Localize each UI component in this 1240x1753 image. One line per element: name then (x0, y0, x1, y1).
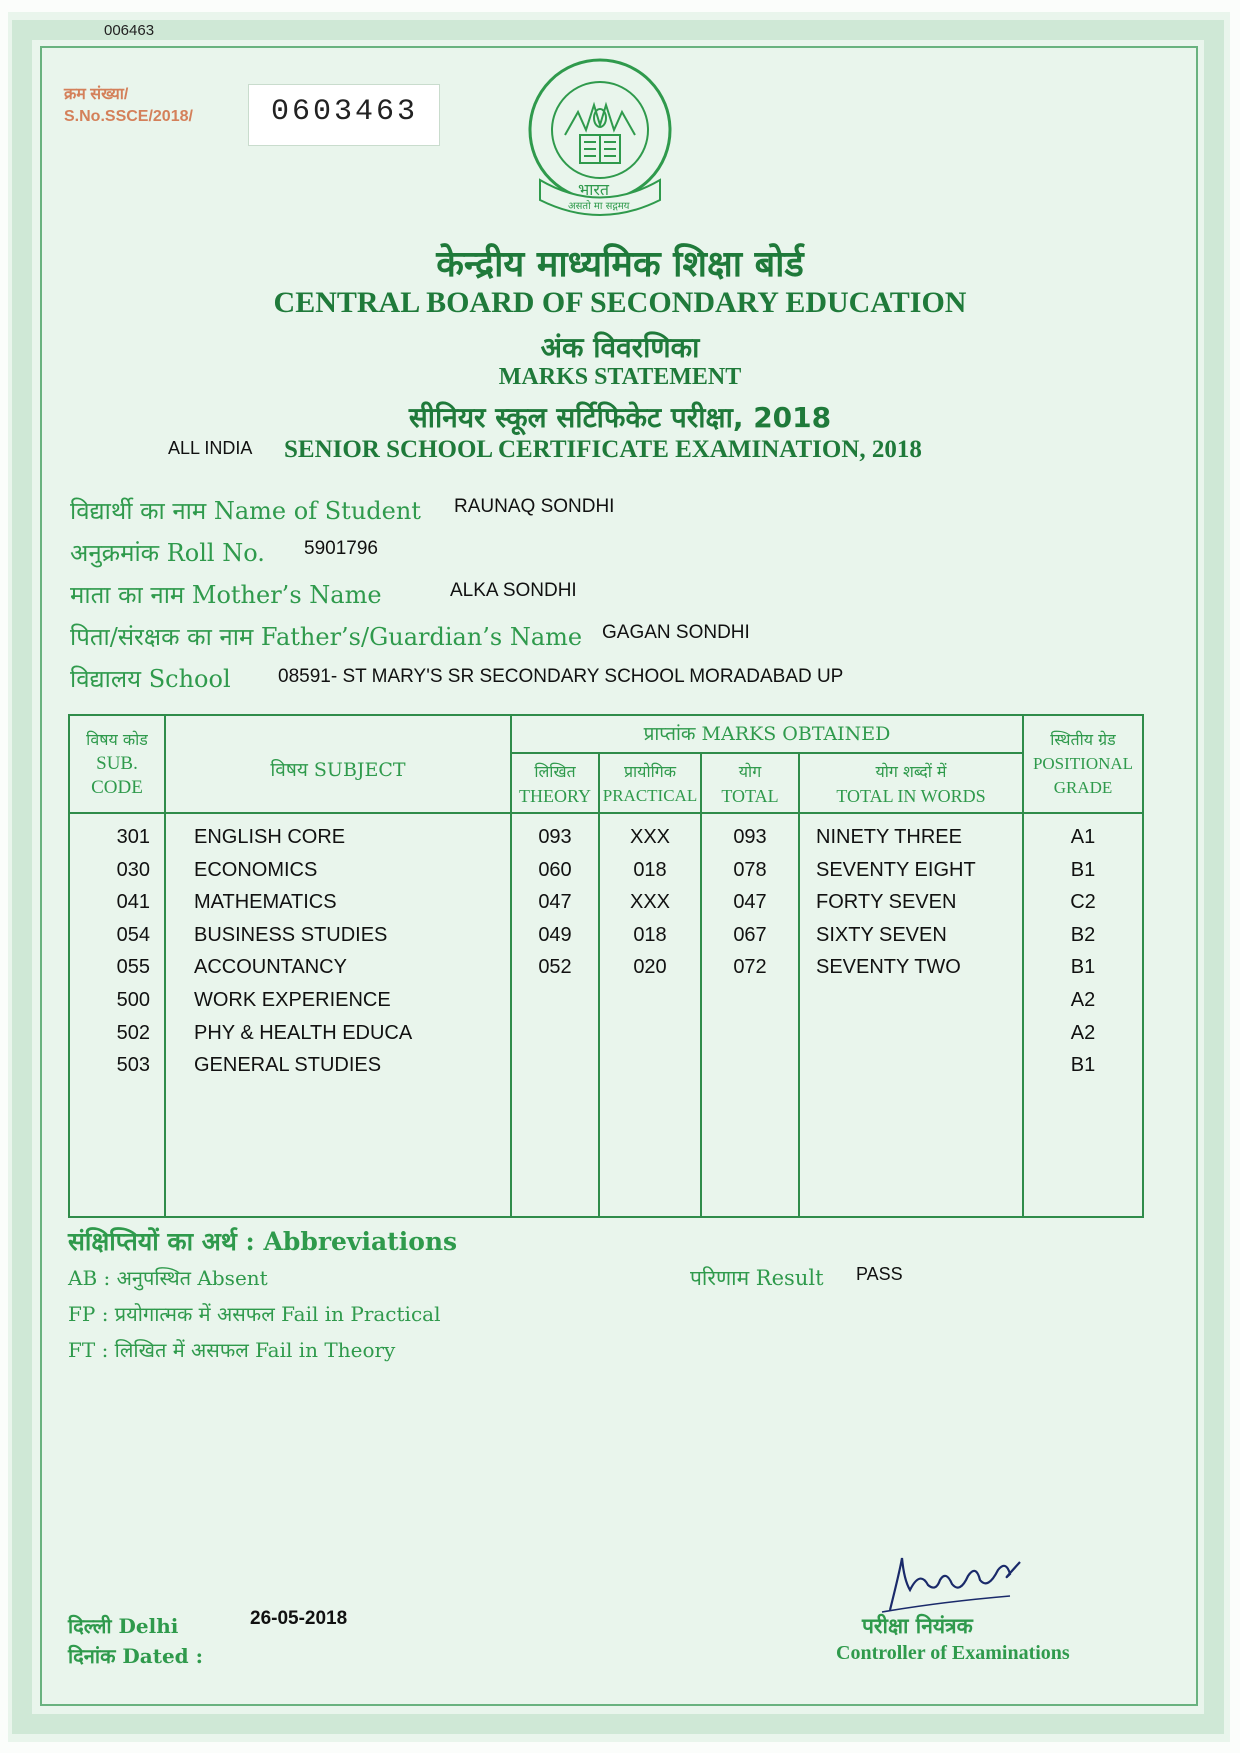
cell-total: 047 (733, 891, 767, 914)
header-theory: लिखित THEORY (519, 762, 591, 806)
cell-words: SEVENTY TWO (816, 956, 961, 979)
cell-theory: 093 (538, 826, 572, 848)
student-value: RAUNAQ SONDHI (454, 496, 615, 517)
cell-practical: XXX (629, 891, 671, 914)
mother-label: माता का नाम Mother’s Name (70, 581, 382, 609)
cell-grade: A2 (1070, 989, 1096, 1011)
emblem-text: भारत (578, 180, 610, 199)
table-row (70, 1022, 1142, 1052)
cell-subject: ECONOMICS (194, 858, 318, 881)
header-sub-code: विषय कोड SUB. CODE (86, 730, 148, 798)
table-row (70, 1054, 1142, 1084)
cell-practical: 020 (633, 956, 667, 979)
exam-region: ALL INDIA (168, 438, 253, 458)
cell-grade: B1 (1070, 1054, 1096, 1077)
cell-total: 072 (733, 956, 767, 979)
doc-title-en: MARKS STATEMENT (498, 364, 742, 390)
cell-total: 078 (733, 858, 767, 881)
table-row (70, 924, 1142, 954)
cell-subject: BUSINESS STUDIES (194, 923, 388, 946)
father-label: पिता/संरक्षक का नाम Father’s/Guardian’s Name (70, 623, 583, 651)
abbr-absent: AB : अनुपस्थित Absent (68, 1266, 268, 1290)
signatory-hindi: परीक्षा नियंत्रक (862, 1613, 973, 1638)
cell-subject: ENGLISH CORE (194, 826, 346, 848)
doc-title-hindi: अंक विवरणिका (540, 331, 700, 364)
cell-code: 502 (116, 1021, 150, 1044)
mother-value: ALKA SONDHI (450, 580, 577, 601)
cell-words: SIXTY SEVEN (816, 923, 947, 946)
header-total: योग TOTAL (721, 762, 779, 806)
cell-subject: PHY & HEALTH EDUCA (194, 1021, 413, 1044)
board-name-en: CENTRAL BOARD OF SECONDARY EDUCATION (273, 286, 967, 319)
school-value: 08591- ST MARY'S SR SECONDARY SCHOOL MORADABAD UP (278, 666, 844, 687)
cell-grade: B2 (1070, 923, 1096, 946)
cell-subject: GENERAL STUDIES (194, 1054, 382, 1077)
serial-label-hindi: क्रम संख्या/ (64, 86, 129, 103)
cell-grade: C2 (1070, 891, 1096, 914)
top-serial: 006463 (104, 22, 155, 39)
cell-theory: 052 (538, 956, 572, 979)
table-row (70, 989, 1142, 1019)
cell-code: 054 (116, 923, 150, 946)
cell-subject: MATHEMATICS (194, 891, 337, 914)
exam-hindi: सीनियर स्कूल सर्टिफिकेट परीक्षा, 2018 (408, 401, 832, 434)
cell-code: 030 (116, 858, 150, 881)
cell-theory: 060 (538, 858, 572, 881)
header-subject: विषय SUBJECT (270, 759, 406, 781)
cell-code: 503 (116, 1054, 150, 1077)
cell-total: 093 (733, 826, 767, 848)
marks-table (68, 714, 1144, 1218)
cell-practical: XXX (629, 826, 671, 848)
header-total-in-words: योग शब्दों में TOTAL IN WORDS (836, 762, 986, 806)
roll-value: 5901796 (304, 538, 378, 559)
abbr-fail-theory: FT : लिखित में असफल Fail in Theory (68, 1338, 396, 1362)
result-label: परिणाम Result (690, 1266, 824, 1290)
cell-grade: B1 (1070, 858, 1096, 881)
signatory-en: Controller of Examinations (836, 1642, 1070, 1664)
table-row (70, 859, 1142, 889)
cell-words: FORTY SEVEN (816, 891, 957, 914)
cell-grade: B1 (1070, 956, 1096, 979)
cell-code: 055 (116, 956, 150, 979)
roll-label: अनुक्रमांक Roll No. (70, 539, 265, 567)
cell-grade: A1 (1070, 826, 1096, 848)
cell-words: SEVENTY EIGHT (816, 858, 976, 881)
table-row (70, 891, 1142, 921)
date-value: 26-05-2018 (250, 1608, 348, 1629)
abbr-fail-practical: FP : प्रयोगात्मक में असफल Fail in Practical (68, 1302, 441, 1326)
signature-icon (880, 1540, 1040, 1620)
cell-code: 301 (116, 826, 150, 848)
header-practical: प्रायोगिक PRACTICAL (602, 762, 698, 805)
serial-number: 0603463 (271, 95, 419, 129)
cell-theory: 047 (538, 891, 572, 914)
place-label: दिल्ली Delhi (68, 1614, 179, 1638)
cell-subject: WORK EXPERIENCE (194, 989, 391, 1011)
emblem-motto: असतो मा सद्गमय (568, 201, 630, 212)
cell-theory: 049 (538, 923, 572, 946)
board-name-hindi: केन्द्रीय माध्यमिक शिक्षा बोर्ड (436, 244, 804, 285)
cell-practical: 018 (633, 858, 667, 881)
cell-subject: ACCOUNTANCY (194, 956, 347, 979)
result-value: PASS (856, 1264, 903, 1284)
table-row (70, 956, 1142, 986)
cell-words: NINETY THREE (816, 826, 962, 848)
table-row (70, 826, 1142, 856)
cell-practical: 018 (633, 923, 667, 946)
cell-code: 041 (116, 891, 150, 914)
cell-total: 067 (733, 923, 767, 946)
header-positional-grade: स्थितीय ग्रेड POSITIONAL GRADE (1032, 730, 1134, 797)
abbreviations-title: संक्षिप्तियों का अर्थ : Abbreviations (68, 1227, 458, 1256)
cell-code: 500 (116, 989, 150, 1011)
father-value: GAGAN SONDHI (602, 622, 750, 643)
signature (880, 1540, 1040, 1620)
serial-label-en: S.No.SSCE/2018/ (64, 108, 193, 125)
serial-label (64, 84, 193, 128)
student-label: विद्यार्थी का नाम Name of Student (70, 497, 421, 525)
cell-grade: A2 (1070, 1021, 1096, 1044)
school-label: विद्यालय School (70, 665, 231, 693)
dated-label: दिनांक Dated : (68, 1644, 203, 1668)
header-marks-obtained: प्राप्तांक MARKS OBTAINED (643, 723, 891, 745)
cbse-emblem (520, 50, 680, 225)
serial-number-box (248, 84, 440, 146)
exam-en: SENIOR SCHOOL CERTIFICATE EXAMINATION, 2018 (284, 436, 922, 463)
